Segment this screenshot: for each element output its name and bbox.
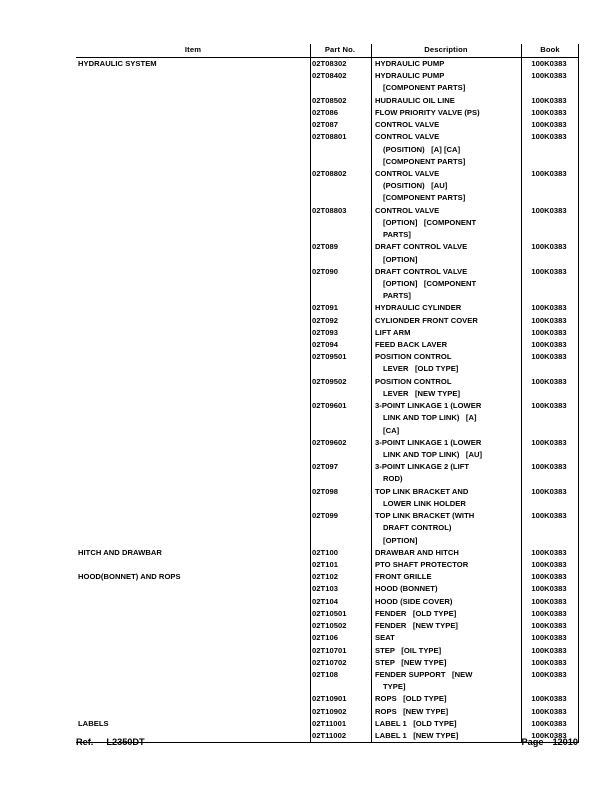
cell-description: (POSITION) [AU] (383, 181, 448, 191)
cell-description: [CA] (383, 425, 400, 435)
table-row (76, 449, 578, 461)
cell-book: 100K0383 (531, 694, 567, 704)
cell-part-no: 02T098 (312, 486, 338, 496)
footer-page (521, 735, 578, 749)
cell-book: 100K0383 (531, 266, 567, 276)
cell-part-no: 02T090 (312, 266, 338, 276)
cell-part-no: 02T10702 (312, 657, 347, 667)
cell-description: [COMPONENT PARTS] (383, 83, 466, 93)
cell-part-no: 02T09501 (312, 352, 347, 362)
table-row (76, 425, 578, 437)
table-row (76, 376, 578, 388)
cell-part-no: 02T106 (312, 633, 338, 643)
cell-part-no: 02T089 (312, 242, 338, 252)
cell-part-no: 02T09602 (312, 437, 347, 447)
cell-description: [COMPONENT PARTS] (383, 193, 466, 203)
cell-part-no: 02T094 (312, 340, 338, 350)
cell-book: 100K0383 (531, 486, 567, 496)
cell-description: (POSITION) [A] [CA] (383, 144, 461, 154)
cell-description: TYPE] (383, 682, 406, 692)
column-header-description: Description (424, 45, 468, 54)
table-row (76, 571, 578, 583)
cell-book: 100K0383 (531, 731, 567, 741)
table-row (76, 119, 578, 131)
cell-book: 100K0383 (531, 242, 567, 252)
cell-book: 100K0383 (531, 596, 567, 606)
cell-book: 100K0383 (531, 205, 567, 215)
cell-book: 100K0383 (531, 657, 567, 667)
cell-book: 100K0383 (531, 95, 567, 105)
column-header-book: Book (540, 45, 560, 54)
table-row (76, 596, 578, 608)
cell-description: CYLIONDER FRONT COVER (375, 315, 478, 325)
cell-part-no: 02T11002 (312, 731, 347, 741)
table-row (76, 632, 578, 644)
footer-reference (76, 735, 145, 749)
cell-book: 100K0383 (531, 584, 567, 594)
cell-description: STEP [NEW TYPE] (375, 657, 447, 667)
table-row (76, 535, 578, 547)
table-row (76, 400, 578, 412)
table-row (76, 681, 578, 693)
column-divider-3 (521, 44, 522, 743)
table-row (76, 645, 578, 657)
cell-part-no: 02T08802 (312, 168, 347, 178)
table-row (76, 266, 578, 278)
cell-description: 3-POINT LINKAGE 2 (LIFT (375, 462, 470, 472)
cell-book: 100K0383 (531, 621, 567, 631)
cell-part-no: 02T10502 (312, 621, 347, 631)
cell-part-no: 02T09502 (312, 376, 347, 386)
cell-description: LEVER [NEW TYPE] (383, 388, 461, 398)
cell-book: 100K0383 (531, 168, 567, 178)
cell-description: STEP [OIL TYPE] (375, 645, 442, 655)
table-row (76, 437, 578, 449)
cell-description: [COMPONENT PARTS] (383, 156, 466, 166)
cell-book: 100K0383 (531, 437, 567, 447)
cell-description: ROPS [NEW TYPE] (375, 706, 449, 716)
cell-description: DRAFT CONTROL) (383, 523, 452, 533)
table-header-row (76, 44, 578, 58)
table-row (76, 461, 578, 473)
cell-description: HOOD (BONNET) (375, 584, 438, 594)
cell-book: 100K0383 (531, 669, 567, 679)
cell-description: CONTROL VALVE (375, 132, 440, 142)
table-row (76, 363, 578, 375)
cell-description: SEAT (375, 633, 395, 643)
cell-description: POSITION CONTROL (375, 352, 452, 362)
cell-description: LINK AND TOP LINK) [A] (383, 413, 477, 423)
cell-description: [OPTION] [COMPONENT (383, 217, 477, 227)
cell-book: 100K0383 (531, 401, 567, 411)
table-row (76, 254, 578, 266)
cell-description: HYDRAULIC CYLINDER (375, 303, 462, 313)
table-row (76, 706, 578, 718)
cell-description: [OPTION] (383, 535, 418, 545)
cell-description: DRAWBAR AND HITCH (375, 547, 459, 557)
cell-description: LOWER LINK HOLDER (383, 498, 466, 508)
cell-description: ROD) (383, 474, 403, 484)
cell-description: PARTS] (383, 230, 411, 240)
cell-part-no: 02T08801 (312, 132, 347, 142)
cell-description: HOOD (SIDE COVER) (375, 596, 453, 606)
cell-description: CONTROL VALVE (375, 205, 440, 215)
table-row (76, 95, 578, 107)
cell-book: 100K0383 (531, 303, 567, 313)
table-row (76, 473, 578, 485)
cell-part-no: 02T10901 (312, 694, 347, 704)
cell-book: 100K0383 (531, 462, 567, 472)
cell-description: LEVER [OLD TYPE] (383, 364, 459, 374)
cell-book: 100K0383 (531, 608, 567, 618)
cell-description: TOP LINK BRACKET (WITH (375, 511, 475, 521)
cell-item: LABELS (78, 718, 109, 728)
cell-description: TOP LINK BRACKET AND (375, 486, 469, 496)
cell-book: 100K0383 (531, 633, 567, 643)
cell-description: FENDER [NEW TYPE] (375, 621, 458, 631)
table-row (76, 498, 578, 510)
cell-part-no: 02T08402 (312, 71, 347, 81)
footer-page-label: Page (521, 737, 544, 747)
cell-book: 100K0383 (531, 59, 567, 68)
cell-description: 3-POINT LINKAGE 1 (LOWER (375, 401, 482, 411)
table-row (76, 583, 578, 595)
column-header-item: Item (184, 45, 202, 54)
table-row (76, 522, 578, 534)
cell-part-no: 02T092 (312, 315, 338, 325)
footer-ref-value: L2350DT (106, 737, 145, 747)
table-row (76, 180, 578, 192)
cell-book: 100K0383 (531, 718, 567, 728)
table-row (76, 229, 578, 241)
cell-part-no: 02T100 (312, 547, 338, 557)
cell-part-no: 02T103 (312, 584, 338, 594)
cell-part-no: 02T10501 (312, 608, 347, 618)
cell-description: HYDRAULIC PUMP (375, 59, 445, 68)
table-row (76, 315, 578, 327)
table-row (76, 718, 578, 730)
cell-description: 3-POINT LINKAGE 1 (LOWER (375, 437, 482, 447)
table-row (76, 217, 578, 229)
cell-description: POSITION CONTROL (375, 376, 452, 386)
table-row (76, 339, 578, 351)
table-row (76, 547, 578, 559)
cell-part-no: 02T08803 (312, 205, 347, 215)
cell-description: PARTS] (383, 291, 411, 301)
cell-book: 100K0383 (531, 107, 567, 117)
cell-description: CONTROL VALVE (375, 120, 440, 130)
cell-book: 100K0383 (531, 645, 567, 655)
table-row (76, 657, 578, 669)
footer-page-value: 12010 (552, 737, 578, 747)
table-row (76, 241, 578, 253)
table-body (76, 58, 578, 743)
table-row (76, 693, 578, 705)
cell-part-no: 02T11001 (312, 718, 347, 728)
table-row (76, 388, 578, 400)
cell-item: HOOD(BONNET) AND ROPS (78, 572, 181, 582)
cell-description: [OPTION] (383, 254, 418, 264)
cell-book: 100K0383 (531, 352, 567, 362)
cell-book: 100K0383 (531, 547, 567, 557)
table-row (76, 510, 578, 522)
cell-description: LINK AND TOP LINK) [AU] (383, 450, 483, 459)
table-row (76, 192, 578, 204)
cell-description: FENDER [OLD TYPE] (375, 608, 457, 618)
column-header-part-no: Part No. (324, 45, 356, 54)
footer-ref-label: Ref. (76, 737, 94, 747)
parts-table (76, 44, 578, 743)
cell-description: FEED BACK LAVER (375, 340, 448, 350)
cell-part-no: 02T10902 (312, 706, 347, 716)
table-row (76, 107, 578, 119)
table-row (76, 412, 578, 424)
cell-description: [OPTION] [COMPONENT (383, 278, 477, 288)
cell-description: ROPS [OLD TYPE] (375, 694, 447, 704)
cell-book: 100K0383 (531, 706, 567, 716)
cell-part-no: 02T099 (312, 511, 338, 521)
cell-book: 100K0383 (531, 327, 567, 337)
table-row (76, 144, 578, 156)
cell-part-no: 02T101 (312, 559, 338, 569)
table-row (76, 559, 578, 571)
table-row (76, 205, 578, 217)
cell-description: LIFT ARM (375, 327, 411, 337)
cell-description: HYDRAULIC PUMP (375, 71, 445, 81)
cell-description: DRAFT CONTROL VALVE (375, 266, 468, 276)
cell-part-no: 02T091 (312, 303, 338, 313)
cell-part-no: 02T087 (312, 120, 338, 130)
cell-book: 100K0383 (531, 132, 567, 142)
page-footer (76, 735, 578, 749)
table-row (76, 486, 578, 498)
table-row (76, 278, 578, 290)
cell-part-no: 02T08302 (312, 59, 347, 68)
table-row (76, 351, 578, 363)
cell-part-no: 02T093 (312, 327, 338, 337)
cell-part-no: 02T08502 (312, 95, 347, 105)
cell-item: HYDRAULIC SYSTEM (78, 59, 157, 68)
column-divider-2 (371, 44, 372, 743)
cell-book: 100K0383 (531, 315, 567, 325)
table-row (76, 620, 578, 632)
cell-book: 100K0383 (531, 71, 567, 81)
table-row (76, 168, 578, 180)
table-row (76, 302, 578, 314)
table-row (76, 58, 578, 70)
column-divider-1 (310, 44, 311, 743)
cell-part-no: 02T102 (312, 572, 338, 582)
cell-book: 100K0383 (531, 120, 567, 130)
cell-description: HUDRAULIC OIL LINE (375, 95, 455, 105)
table-row (76, 669, 578, 681)
table-row (76, 327, 578, 339)
cell-description: LABEL 1 [OLD TYPE] (375, 718, 457, 728)
cell-description: FLOW PRIORITY VALVE (PS) (375, 107, 480, 117)
cell-description: CONTROL VALVE (375, 168, 440, 178)
cell-part-no: 02T086 (312, 107, 338, 117)
cell-part-no: 02T104 (312, 596, 338, 606)
cell-part-no: 02T09601 (312, 401, 347, 411)
cell-book: 100K0383 (531, 376, 567, 386)
table-row (76, 70, 578, 82)
cell-book: 100K0383 (531, 559, 567, 569)
cell-description: PTO SHAFT PROTECTOR (375, 559, 469, 569)
cell-part-no: 02T10701 (312, 645, 347, 655)
cell-description: FRONT GRILLE (375, 572, 432, 582)
table-row (76, 608, 578, 620)
cell-description: LABEL 1 [NEW TYPE] (375, 731, 459, 741)
column-divider-4 (578, 44, 579, 743)
cell-part-no: 02T108 (312, 669, 338, 679)
cell-book: 100K0383 (531, 511, 567, 521)
cell-part-no: 02T097 (312, 462, 338, 472)
cell-book: 100K0383 (531, 572, 567, 582)
cell-description: FENDER SUPPORT [NEW (375, 669, 473, 679)
cell-book: 100K0383 (531, 340, 567, 350)
cell-item: HITCH AND DRAWBAR (78, 547, 162, 557)
cell-description: DRAFT CONTROL VALVE (375, 242, 468, 252)
table-row (76, 131, 578, 143)
table-row (76, 82, 578, 94)
table-row (76, 290, 578, 302)
table-row (76, 156, 578, 168)
